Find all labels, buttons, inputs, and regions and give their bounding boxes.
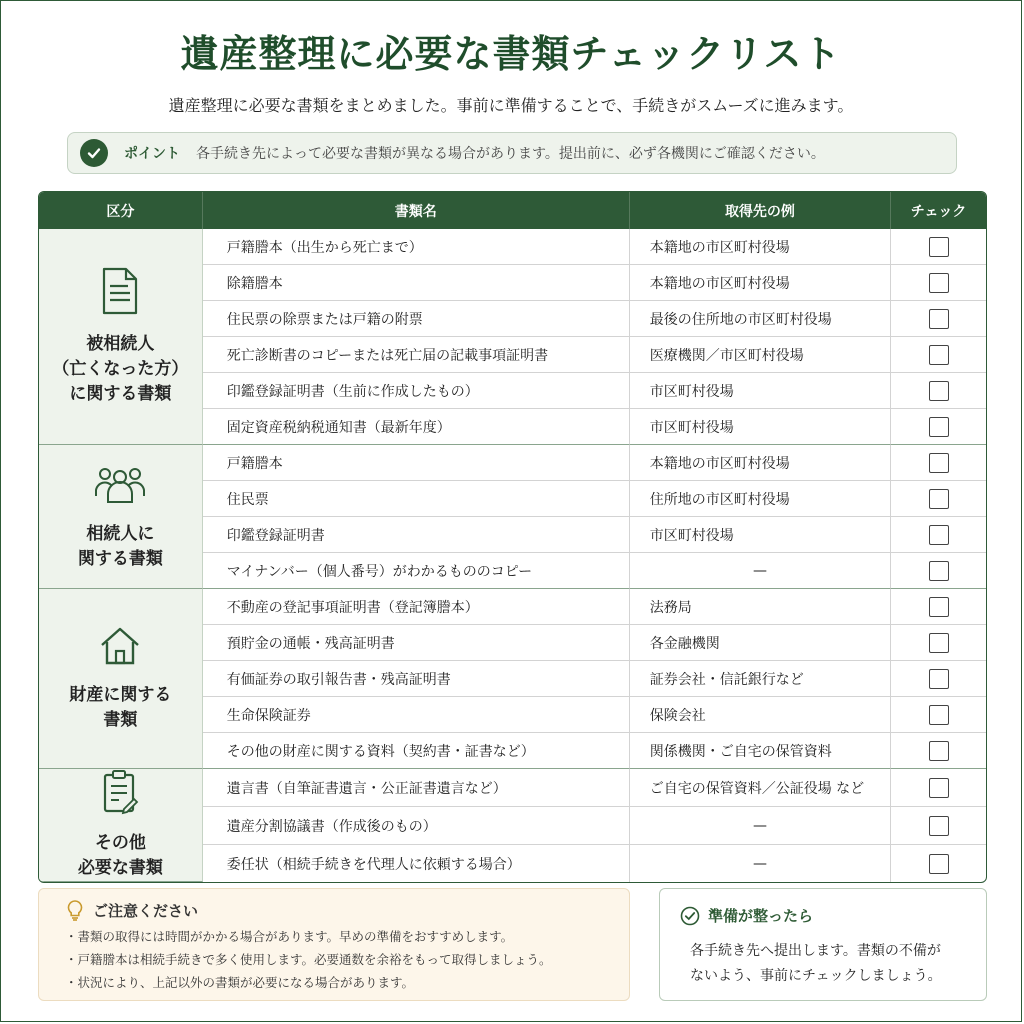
checkbox[interactable]	[929, 854, 949, 874]
page-title: 遺産整理に必要な書類チェックリスト	[180, 31, 842, 76]
document-name: 戸籍謄本（出生から死亡まで）	[203, 229, 630, 265]
clipboard-icon	[39, 769, 202, 823]
caution-item: ・ 状況により、上記以外の書類が必要になる場合があります。	[79, 971, 552, 994]
check-cell	[891, 229, 986, 265]
document-icon	[39, 266, 202, 324]
source-name: 本籍地の市区町村役場	[630, 265, 891, 301]
check-cell	[891, 265, 986, 301]
check-cell	[891, 301, 986, 337]
checkbox[interactable]	[929, 273, 949, 293]
table-header-row	[39, 192, 986, 229]
check-cell	[891, 481, 986, 517]
source-name: 証券会社・信託銀行など	[630, 661, 891, 697]
checkbox[interactable]	[929, 525, 949, 545]
house-icon	[39, 625, 202, 675]
category-cell	[39, 229, 203, 445]
check-cell	[891, 625, 986, 661]
checkbox[interactable]	[929, 309, 949, 329]
people-icon	[39, 462, 202, 514]
document-name: 不動産の登記事項証明書（登記簿謄本）	[203, 589, 630, 625]
source-name: 本籍地の市区町村役場	[630, 229, 891, 265]
source-name: 住所地の市区町村役場	[630, 481, 891, 517]
point-label: ポイント	[124, 146, 180, 162]
checkbox[interactable]	[929, 741, 949, 761]
caution-item: ・ 書類の取得には時間がかかる場合があります。早めの準備をおすすめします。	[79, 925, 552, 948]
source-name: 本籍地の市区町村役場	[630, 445, 891, 481]
checkbox[interactable]	[929, 816, 949, 836]
check-cell	[891, 589, 986, 625]
table-row	[39, 589, 986, 625]
document-name: 遺産分割協議書（作成後のもの）	[203, 807, 630, 845]
check-cell	[891, 807, 986, 845]
check-cell	[891, 697, 986, 733]
source-name: —	[630, 845, 891, 882]
ready-box	[659, 888, 987, 1001]
lightbulb-icon	[65, 899, 85, 921]
check-circle-icon	[80, 139, 108, 167]
document-name: 住民票	[203, 481, 630, 517]
category-label: その他	[94, 833, 146, 853]
checkbox[interactable]	[929, 669, 949, 689]
header-source: 取得先の例	[630, 192, 891, 229]
checkbox[interactable]	[929, 633, 949, 653]
ready-line: 各手続き先へ提出します。書類の不備が	[690, 943, 941, 959]
check-cell	[891, 845, 986, 882]
source-name: 医療機関／市区町村役場	[630, 337, 891, 373]
document-name: その他の財産に関する資料（契約書・証書など）	[203, 733, 630, 769]
check-cell	[891, 373, 986, 409]
check-cell	[891, 553, 986, 589]
category-label: 被相続人	[86, 334, 155, 354]
caution-list	[79, 925, 552, 994]
document-name: 死亡診断書のコピーまたは死亡届の記載事項証明書	[203, 337, 630, 373]
category-label: 相続人に	[86, 523, 155, 544]
document-name: 戸籍謄本	[203, 445, 630, 481]
source-name: 各金融機関	[630, 625, 891, 661]
check-cell	[891, 733, 986, 769]
checkbox[interactable]	[929, 453, 949, 473]
header-category: 区分	[39, 192, 203, 229]
checkbox[interactable]	[929, 417, 949, 437]
source-name: ご自宅の保管資料／公証役場 など	[630, 769, 891, 807]
source-name: 最後の住所地の市区町村役場	[630, 301, 891, 337]
source-name: 関係機関・ご自宅の保管資料	[630, 733, 891, 769]
document-name: 除籍謄本	[203, 265, 630, 301]
document-name: 有価証券の取引報告書・残高証明書	[203, 661, 630, 697]
category-label: に関する書類	[69, 384, 172, 404]
checkbox[interactable]	[929, 561, 949, 581]
document-name: 固定資産税納税通知書（最新年度）	[203, 409, 630, 445]
document-name: マイナンバー（個人番号）がわかるもののコピー	[203, 553, 630, 589]
point-text: 各手続き先によって必要な書類が異なる場合があります。提出前に、必ず各機関にご確認ください。	[196, 146, 825, 162]
table-row	[39, 769, 986, 807]
checkbox[interactable]	[929, 778, 949, 798]
document-name: 印鑑登録証明書（生前に作成したもの）	[203, 373, 630, 409]
document-name: 委任状（相続手続きを代理人に依頼する場合）	[203, 845, 630, 882]
category-label: 書類	[103, 709, 138, 730]
source-name: 市区町村役場	[630, 373, 891, 409]
document-name: 預貯金の通帳・残高証明書	[203, 625, 630, 661]
caution-title: ご注意ください	[93, 901, 199, 920]
source-name: 保険会社	[630, 697, 891, 733]
checkbox[interactable]	[929, 705, 949, 725]
document-name: 印鑑登録証明書	[203, 517, 630, 553]
checkbox[interactable]	[929, 381, 949, 401]
checkbox[interactable]	[929, 597, 949, 617]
check-cell	[891, 445, 986, 481]
check-cell	[891, 337, 986, 373]
point-banner	[67, 132, 957, 174]
header-document: 書類名	[203, 192, 630, 229]
ready-line: ないよう、事前にチェックしましょう。	[690, 968, 942, 984]
checklist-table	[38, 191, 987, 883]
table-row	[39, 229, 986, 265]
category-label: （亡くなった方）	[52, 359, 189, 379]
caution-box	[38, 888, 630, 1001]
document-name: 生命保険証券	[203, 697, 630, 733]
category-label: 財産に関する	[69, 684, 172, 705]
category-cell	[39, 769, 203, 882]
table-body	[39, 229, 986, 882]
category-label: 関する書類	[77, 548, 163, 569]
source-name: 法務局	[630, 589, 891, 625]
check-cell	[891, 769, 986, 807]
ready-title: 準備が整ったら	[708, 907, 814, 925]
source-name: —	[630, 553, 891, 589]
checkbox[interactable]	[929, 489, 949, 509]
check-cell	[891, 661, 986, 697]
checkbox[interactable]	[929, 345, 949, 365]
document-name: 住民票の除票または戸籍の附票	[203, 301, 630, 337]
checkbox[interactable]	[929, 237, 949, 257]
source-name: 市区町村役場	[630, 409, 891, 445]
check-cell	[891, 517, 986, 553]
table-row	[39, 445, 986, 481]
check-circle-icon	[680, 906, 700, 926]
source-name: 市区町村役場	[630, 517, 891, 553]
ready-text	[690, 939, 942, 989]
header-check: チェック	[891, 192, 986, 229]
category-cell	[39, 589, 203, 769]
source-name: —	[630, 807, 891, 845]
page-subtitle: 遺産整理に必要な書類をまとめました。事前に準備することで、手続きがスムーズに進みます。	[168, 96, 854, 115]
category-cell	[39, 445, 203, 589]
check-cell	[891, 409, 986, 445]
category-label: 必要な書類	[77, 858, 163, 878]
document-name: 遺言書（自筆証書遺言・公正証書遺言など）	[203, 769, 630, 807]
caution-item: ・ 戸籍謄本は相続手続きで多く使用します。必要通数を余裕をもって取得しましょう。	[79, 948, 552, 971]
